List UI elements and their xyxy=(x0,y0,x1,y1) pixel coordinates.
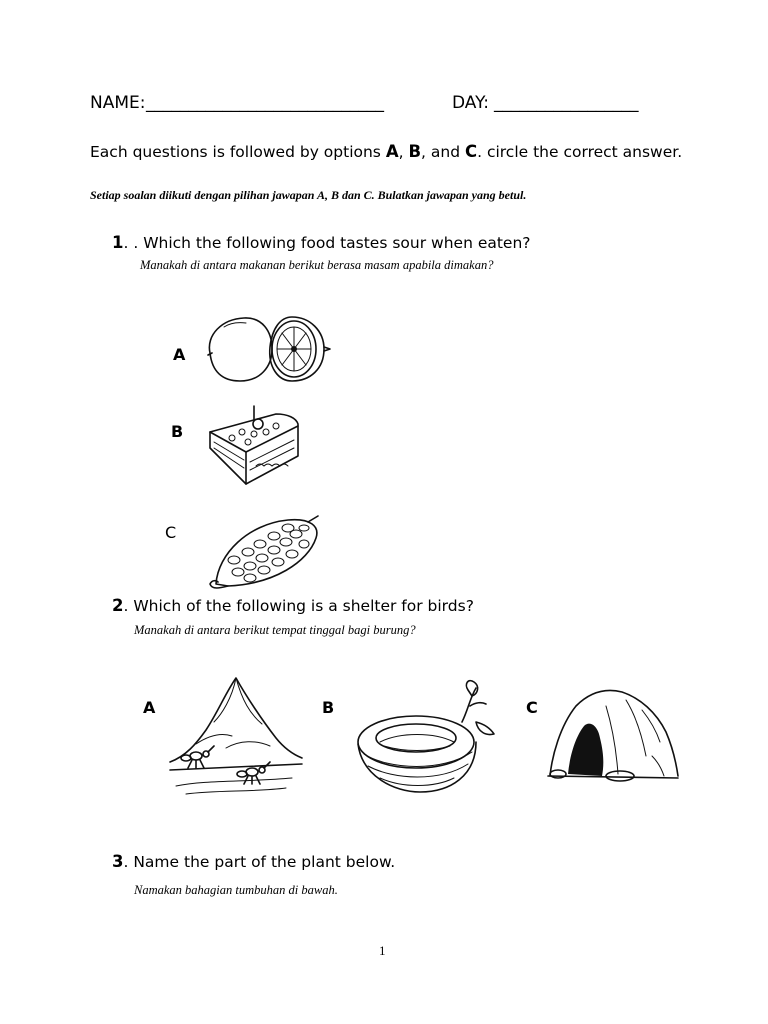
instr-opt-c: C xyxy=(464,142,478,161)
question-3-text: . Name the part of the plant below. xyxy=(123,853,396,871)
page-number: 1 xyxy=(379,943,386,958)
day-blank[interactable]: _________________ xyxy=(494,93,639,113)
instr-sep-2: , and xyxy=(421,143,465,161)
cake-slice-icon[interactable] xyxy=(206,404,302,488)
instr-text-1: Each questions is followed by options xyxy=(90,143,386,161)
question-2-text: . Which of the following is a shelter for birds? xyxy=(123,597,474,615)
question-3-number: 3 xyxy=(112,852,124,871)
q2-option-c-label[interactable]: C xyxy=(526,698,538,717)
question-1-number: 1 xyxy=(112,233,124,252)
question-2 xyxy=(112,596,474,615)
question-2-malay: Manakah di antara berikut tempat tinggal bagi burung? xyxy=(134,623,416,637)
q1-option-a-label[interactable]: A xyxy=(173,345,186,364)
instructions-english xyxy=(90,140,690,164)
q1-option-b-label[interactable]: B xyxy=(171,422,184,441)
q2-option-b-label[interactable]: B xyxy=(322,698,335,717)
question-3-malay: Namakan bahagian tumbuhan di bawah. xyxy=(134,883,338,897)
instr-sep-1: , xyxy=(398,143,409,161)
anthill-icon[interactable] xyxy=(166,674,306,798)
q2-option-a-label[interactable]: A xyxy=(143,698,156,717)
name-blank[interactable]: ____________________________ xyxy=(146,93,384,113)
pod-icon[interactable] xyxy=(208,514,324,594)
instr-opt-a: A xyxy=(385,142,399,161)
cave-icon[interactable] xyxy=(546,686,680,786)
instr-text-2: . circle the correct answer. xyxy=(477,143,683,161)
question-1 xyxy=(112,233,531,252)
question-2-number: 2 xyxy=(112,596,124,615)
day-label: DAY: xyxy=(452,93,489,113)
lemon-icon[interactable] xyxy=(204,313,334,385)
instructions-malay: Setiap soalan diikuti dengan pilihan jawapan A, B dan C. Bulatkan jawapan yang betul. xyxy=(90,188,527,202)
bird-nest-icon[interactable] xyxy=(350,680,496,798)
question-1-malay: Manakah di antara makanan berikut berasa masam apabila dimakan? xyxy=(140,258,494,272)
name-label: NAME: xyxy=(90,93,146,113)
q1-option-c-label[interactable]: C xyxy=(165,523,177,542)
question-1-text: . . Which the following food tastes sour when eaten? xyxy=(123,234,531,252)
instr-opt-b: B xyxy=(408,142,422,161)
question-3 xyxy=(112,852,395,871)
